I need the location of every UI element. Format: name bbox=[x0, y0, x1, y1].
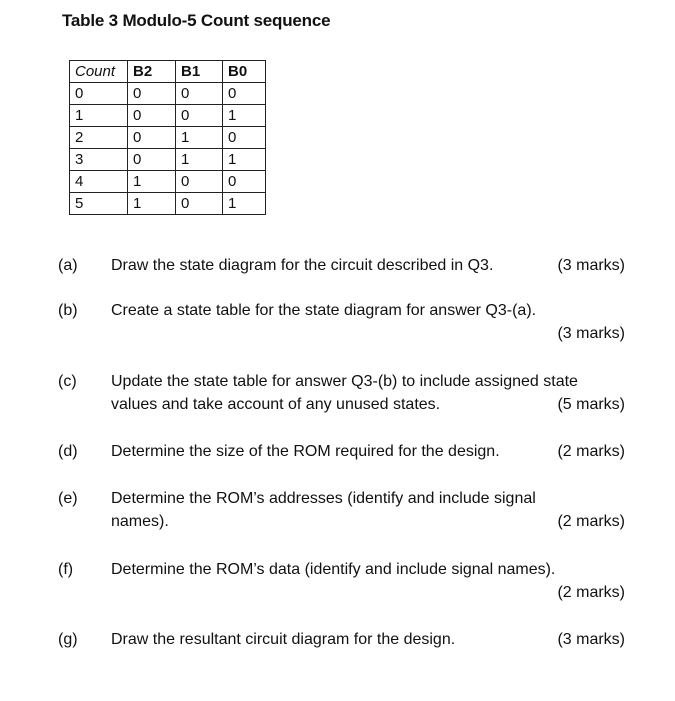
question-text bbox=[111, 370, 631, 416]
cell-count: 0 bbox=[70, 83, 128, 105]
question-text bbox=[111, 558, 631, 581]
question-text bbox=[111, 254, 631, 277]
question-line: Determine the size of the ROM required for the design. bbox=[111, 443, 500, 460]
question-marks: (2 marks) bbox=[557, 443, 625, 460]
table-row bbox=[70, 105, 266, 127]
header-b2: B2 bbox=[128, 61, 176, 83]
cell-b0: 1 bbox=[223, 149, 266, 171]
question-label: (b) bbox=[58, 302, 78, 319]
cell-b2: 1 bbox=[128, 193, 176, 215]
question-label: (f) bbox=[58, 561, 74, 578]
question-text bbox=[111, 299, 631, 322]
question-label: (c) bbox=[58, 373, 77, 390]
question-line: values and take account of any unused states. bbox=[111, 396, 441, 413]
question-line: Draw the state diagram for the circuit described in Q3. bbox=[111, 257, 494, 274]
cell-b0: 1 bbox=[223, 105, 266, 127]
question-label: (g) bbox=[58, 631, 78, 648]
question-marks: (3 marks) bbox=[557, 257, 625, 274]
cell-b2: 0 bbox=[128, 105, 176, 127]
cell-b1: 1 bbox=[176, 127, 223, 149]
question-label: (a) bbox=[58, 257, 78, 274]
question-line: Create a state table for the state diagram for answer Q3-(a). bbox=[111, 302, 537, 319]
cell-b0: 0 bbox=[223, 127, 266, 149]
question-line: Draw the resultant circuit diagram for the design. bbox=[111, 631, 456, 648]
question-marks: (3 marks) bbox=[557, 631, 625, 648]
question-line: names). bbox=[111, 513, 169, 530]
header-count: Count bbox=[70, 61, 128, 83]
question-text bbox=[111, 487, 631, 533]
cell-b1: 0 bbox=[176, 193, 223, 215]
cell-count: 2 bbox=[70, 127, 128, 149]
cell-count: 1 bbox=[70, 105, 128, 127]
question-line: Determine the ROM’s addresses (identify and include signal bbox=[111, 490, 536, 507]
table-header-row bbox=[70, 61, 266, 83]
table-row bbox=[70, 83, 266, 105]
question-marks: (3 marks) bbox=[557, 325, 625, 342]
header-b0: B0 bbox=[223, 61, 266, 83]
cell-b1: 0 bbox=[176, 83, 223, 105]
cell-count: 5 bbox=[70, 193, 128, 215]
cell-b2: 1 bbox=[128, 171, 176, 193]
cell-b0: 1 bbox=[223, 193, 266, 215]
question-label: (e) bbox=[58, 490, 78, 507]
cell-b2: 0 bbox=[128, 149, 176, 171]
cell-count: 3 bbox=[70, 149, 128, 171]
question-line: Update the state table for answer Q3-(b) to include assigned state bbox=[111, 373, 578, 390]
question-marks: (5 marks) bbox=[557, 396, 625, 413]
cell-b1: 0 bbox=[176, 105, 223, 127]
cell-b0: 0 bbox=[223, 83, 266, 105]
table-row bbox=[70, 127, 266, 149]
cell-b0: 0 bbox=[223, 171, 266, 193]
table-row bbox=[70, 149, 266, 171]
question-label: (d) bbox=[58, 443, 78, 460]
question-marks: (2 marks) bbox=[557, 584, 625, 601]
question-text bbox=[111, 628, 631, 651]
table-title: Table 3 Modulo-5 Count sequence bbox=[62, 11, 331, 30]
question-marks: (2 marks) bbox=[557, 513, 625, 530]
table-row bbox=[70, 171, 266, 193]
cell-count: 4 bbox=[70, 171, 128, 193]
header-b1: B1 bbox=[176, 61, 223, 83]
cell-b1: 1 bbox=[176, 149, 223, 171]
count-sequence-table bbox=[69, 60, 266, 215]
question-line: Determine the ROM’s data (identify and include signal names). bbox=[111, 561, 556, 578]
cell-b2: 0 bbox=[128, 83, 176, 105]
question-text bbox=[111, 440, 631, 463]
cell-b2: 0 bbox=[128, 127, 176, 149]
cell-b1: 0 bbox=[176, 171, 223, 193]
table-row bbox=[70, 193, 266, 215]
